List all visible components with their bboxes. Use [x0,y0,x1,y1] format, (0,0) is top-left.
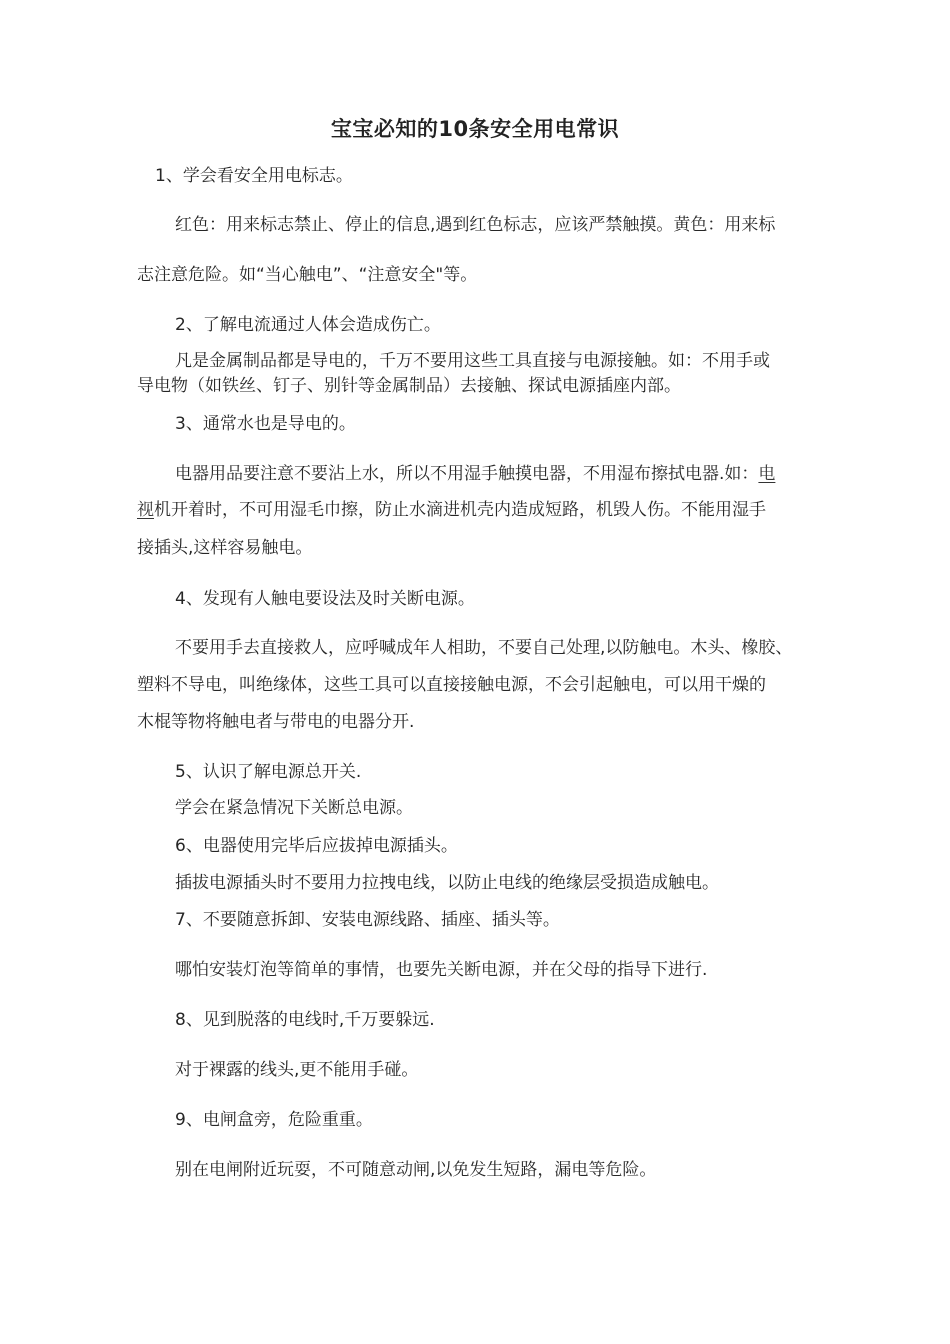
section-5-heading: 5、认识了解电源总开关. [175,762,362,782]
page-title: 宝宝必知的10条安全用电常识 [330,117,620,141]
section-1-text-line-2: 志注意危险。如“当心触电”、“注意安全"等。 [137,265,478,285]
section-4-text-line-2: 塑料不导电，叫绝缘体，这些工具可以直接接触电源，不会引起触电，可以用干燥的 [137,675,766,695]
section-1-heading: 1、学会看安全用电标志。 [155,166,353,186]
section-1-text-line-1: 红色：用来标志禁止、停止的信息,遇到红色标志，应该严禁触摸。黄色：用来标 [175,215,776,235]
section-3-text-line-2 [137,498,766,522]
section-3-text-line-1-body: 电器用品要注意不要沾上水，所以不用湿手触摸电器，不用湿布擦拭电器.如： [175,464,759,484]
section-8-heading: 8、见到脱落的电线时,千万要躲远. [175,1010,435,1030]
section-8-text-line-1: 对于裸露的线头,更不能用手碰。 [175,1060,419,1080]
section-4-text-line-3: 木棍等物将触电者与带电的电器分开. [137,712,415,732]
section-7-text-line-1: 哪怕安装灯泡等简单的事情，也要先关断电源，并在父母的指导下进行. [175,960,708,980]
section-4-text-line-1: 不要用手去直接救人，应呼喊成年人相助，不要自己处理,以防触电。木头、橡胶、 [175,638,793,658]
section-3-heading: 3、通常水也是导电的。 [175,414,356,434]
tv-link-part-1[interactable]: 电 [758,464,776,484]
section-9-text-line-1: 别在电闸附近玩耍，不可随意动闸,以免发生短路，漏电等危险。 [175,1160,657,1180]
section-3-text-line-3: 接插头,这样容易触电。 [137,538,313,558]
section-6-heading: 6、电器使用完毕后应拔掉电源插头。 [175,836,458,856]
section-7-heading: 7、不要随意拆卸、安装电源线路、插座、插头等。 [175,910,560,930]
section-3-text-line-1 [175,462,775,486]
section-2-text-line-1: 凡是金属制品都是导电的，千万不要用这些工具直接与电源接触。如：不用手或 [175,351,770,371]
section-3-text-line-2-body: 机开着时，不可用湿毛巾擦，防止水滴进机壳内造成短路，机毁人伤。不能用湿手 [154,500,766,520]
section-2-text-line-2: 导电物（如铁丝、钉子、别针等金属制品）去接触、探试电源插座内部。 [137,376,681,396]
section-9-heading: 9、电闸盒旁，危险重重。 [175,1110,373,1130]
section-2-heading: 2、了解电流通过人体会造成伤亡。 [175,315,441,335]
section-4-heading: 4、发现有人触电要设法及时关断电源。 [175,589,475,609]
section-5-text-line-1: 学会在紧急情况下关断总电源。 [175,798,413,818]
tv-link-part-2[interactable]: 视 [137,500,154,520]
section-6-text-line-1: 插拔电源插头时不要用力拉拽电线，以防止电线的绝缘层受损造成触电。 [175,873,719,893]
